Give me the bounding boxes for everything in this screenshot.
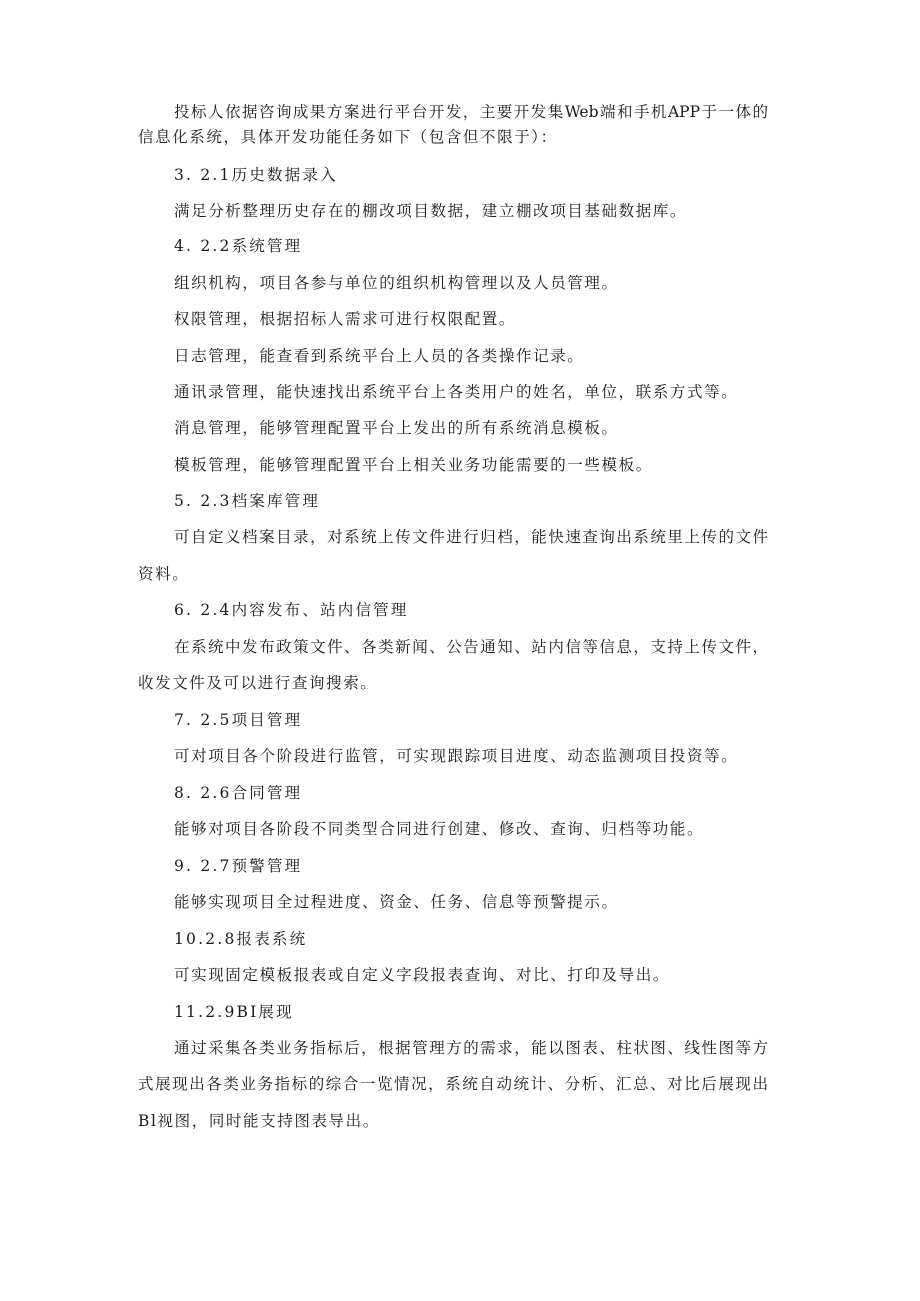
section-heading-2-6: 8. 2.6合同管理 — [174, 784, 303, 802]
section-2-5-text: 可对项目各个阶段进行监管，可实现跟踪项目进度、动态监测项目投资等。 — [174, 747, 739, 765]
section-2-3-line-2: 资料。 — [138, 565, 190, 583]
section-2-4-line-2: 收发文件及可以进行查询搜索。 — [138, 674, 378, 692]
section-2-9-line-2: 式展现出各类业务指标的综合一览情况，系统自动统计、分析、汇总、对比后展现出 — [138, 1075, 768, 1093]
section-heading-2-4: 6. 2.4内容发布、站内信管理 — [174, 601, 409, 619]
section-2-2-item-4: 通讯录管理，能快速找出系统平台上各类用户的姓名，单位，联系方式等。 — [174, 383, 739, 401]
section-heading-2-3: 5. 2.3档案库管理 — [174, 492, 321, 510]
section-2-1-text: 满足分析整理历史存在的棚改项目数据，建立棚改项目基础数据库。 — [174, 202, 688, 220]
section-2-9-line-3: Bl视图，同时能支持图表导出。 — [138, 1112, 380, 1130]
section-2-6-text: 能够对项目各阶段不同类型合同进行创建、修改、查询、归档等功能。 — [174, 820, 705, 838]
section-2-3-line-1: 可自定义档案目录，对系统上传文件进行归档，能快速查询出系统里上传的文件 — [174, 528, 768, 546]
section-2-2-item-1: 组织机构，项目各参与单位的组织机构管理以及人员管理。 — [174, 274, 619, 292]
section-2-2-item-5: 消息管理，能够管理配置平台上发出的所有系统消息模板。 — [174, 419, 619, 437]
section-heading-2-7: 9. 2.7预警管理 — [174, 857, 303, 875]
section-2-2-item-2: 权限管理，根据招标人需求可进行权限配置。 — [174, 310, 517, 328]
section-2-2-item-6: 模板管理，能够管理配置平台上相关业务功能需要的一些模板。 — [174, 456, 653, 474]
intro-line-2: 信息化系统，具体开发功能任务如下（包含但不限于）： — [138, 128, 558, 146]
section-heading-2-5: 7. 2.5项目管理 — [174, 711, 303, 729]
section-heading-2-9: 11.2.9BI展现 — [174, 1003, 294, 1021]
section-2-4-line-1: 在系统中发布政策文件、各类新闻、公告通知、站内信等信息，支持上传文件， — [174, 638, 768, 656]
section-2-7-text: 能够实现项目全过程进度、资金、任务、信息等预警提示。 — [174, 893, 619, 911]
section-2-8-text: 可实现固定模板报表或自定义字段报表查询、对比、打印及导出。 — [174, 966, 670, 984]
section-2-9-line-1: 通过采集各类业务指标后，根据管理方的需求，能以图表、柱状图、线性图等方 — [174, 1039, 768, 1057]
section-heading-2-2: 4. 2.2系统管理 — [174, 237, 303, 255]
section-heading-2-8: 10.2.8报表系统 — [174, 930, 308, 948]
intro-line-1: 投标人依据咨询成果方案进行平台开发，主要开发集Web端和手机APP于一体的 — [174, 103, 768, 121]
section-heading-2-1: 3. 2.1历史数据录入 — [174, 166, 338, 184]
section-2-2-item-3: 日志管理，能查看到系统平台上人员的各类操作记录。 — [174, 347, 585, 365]
